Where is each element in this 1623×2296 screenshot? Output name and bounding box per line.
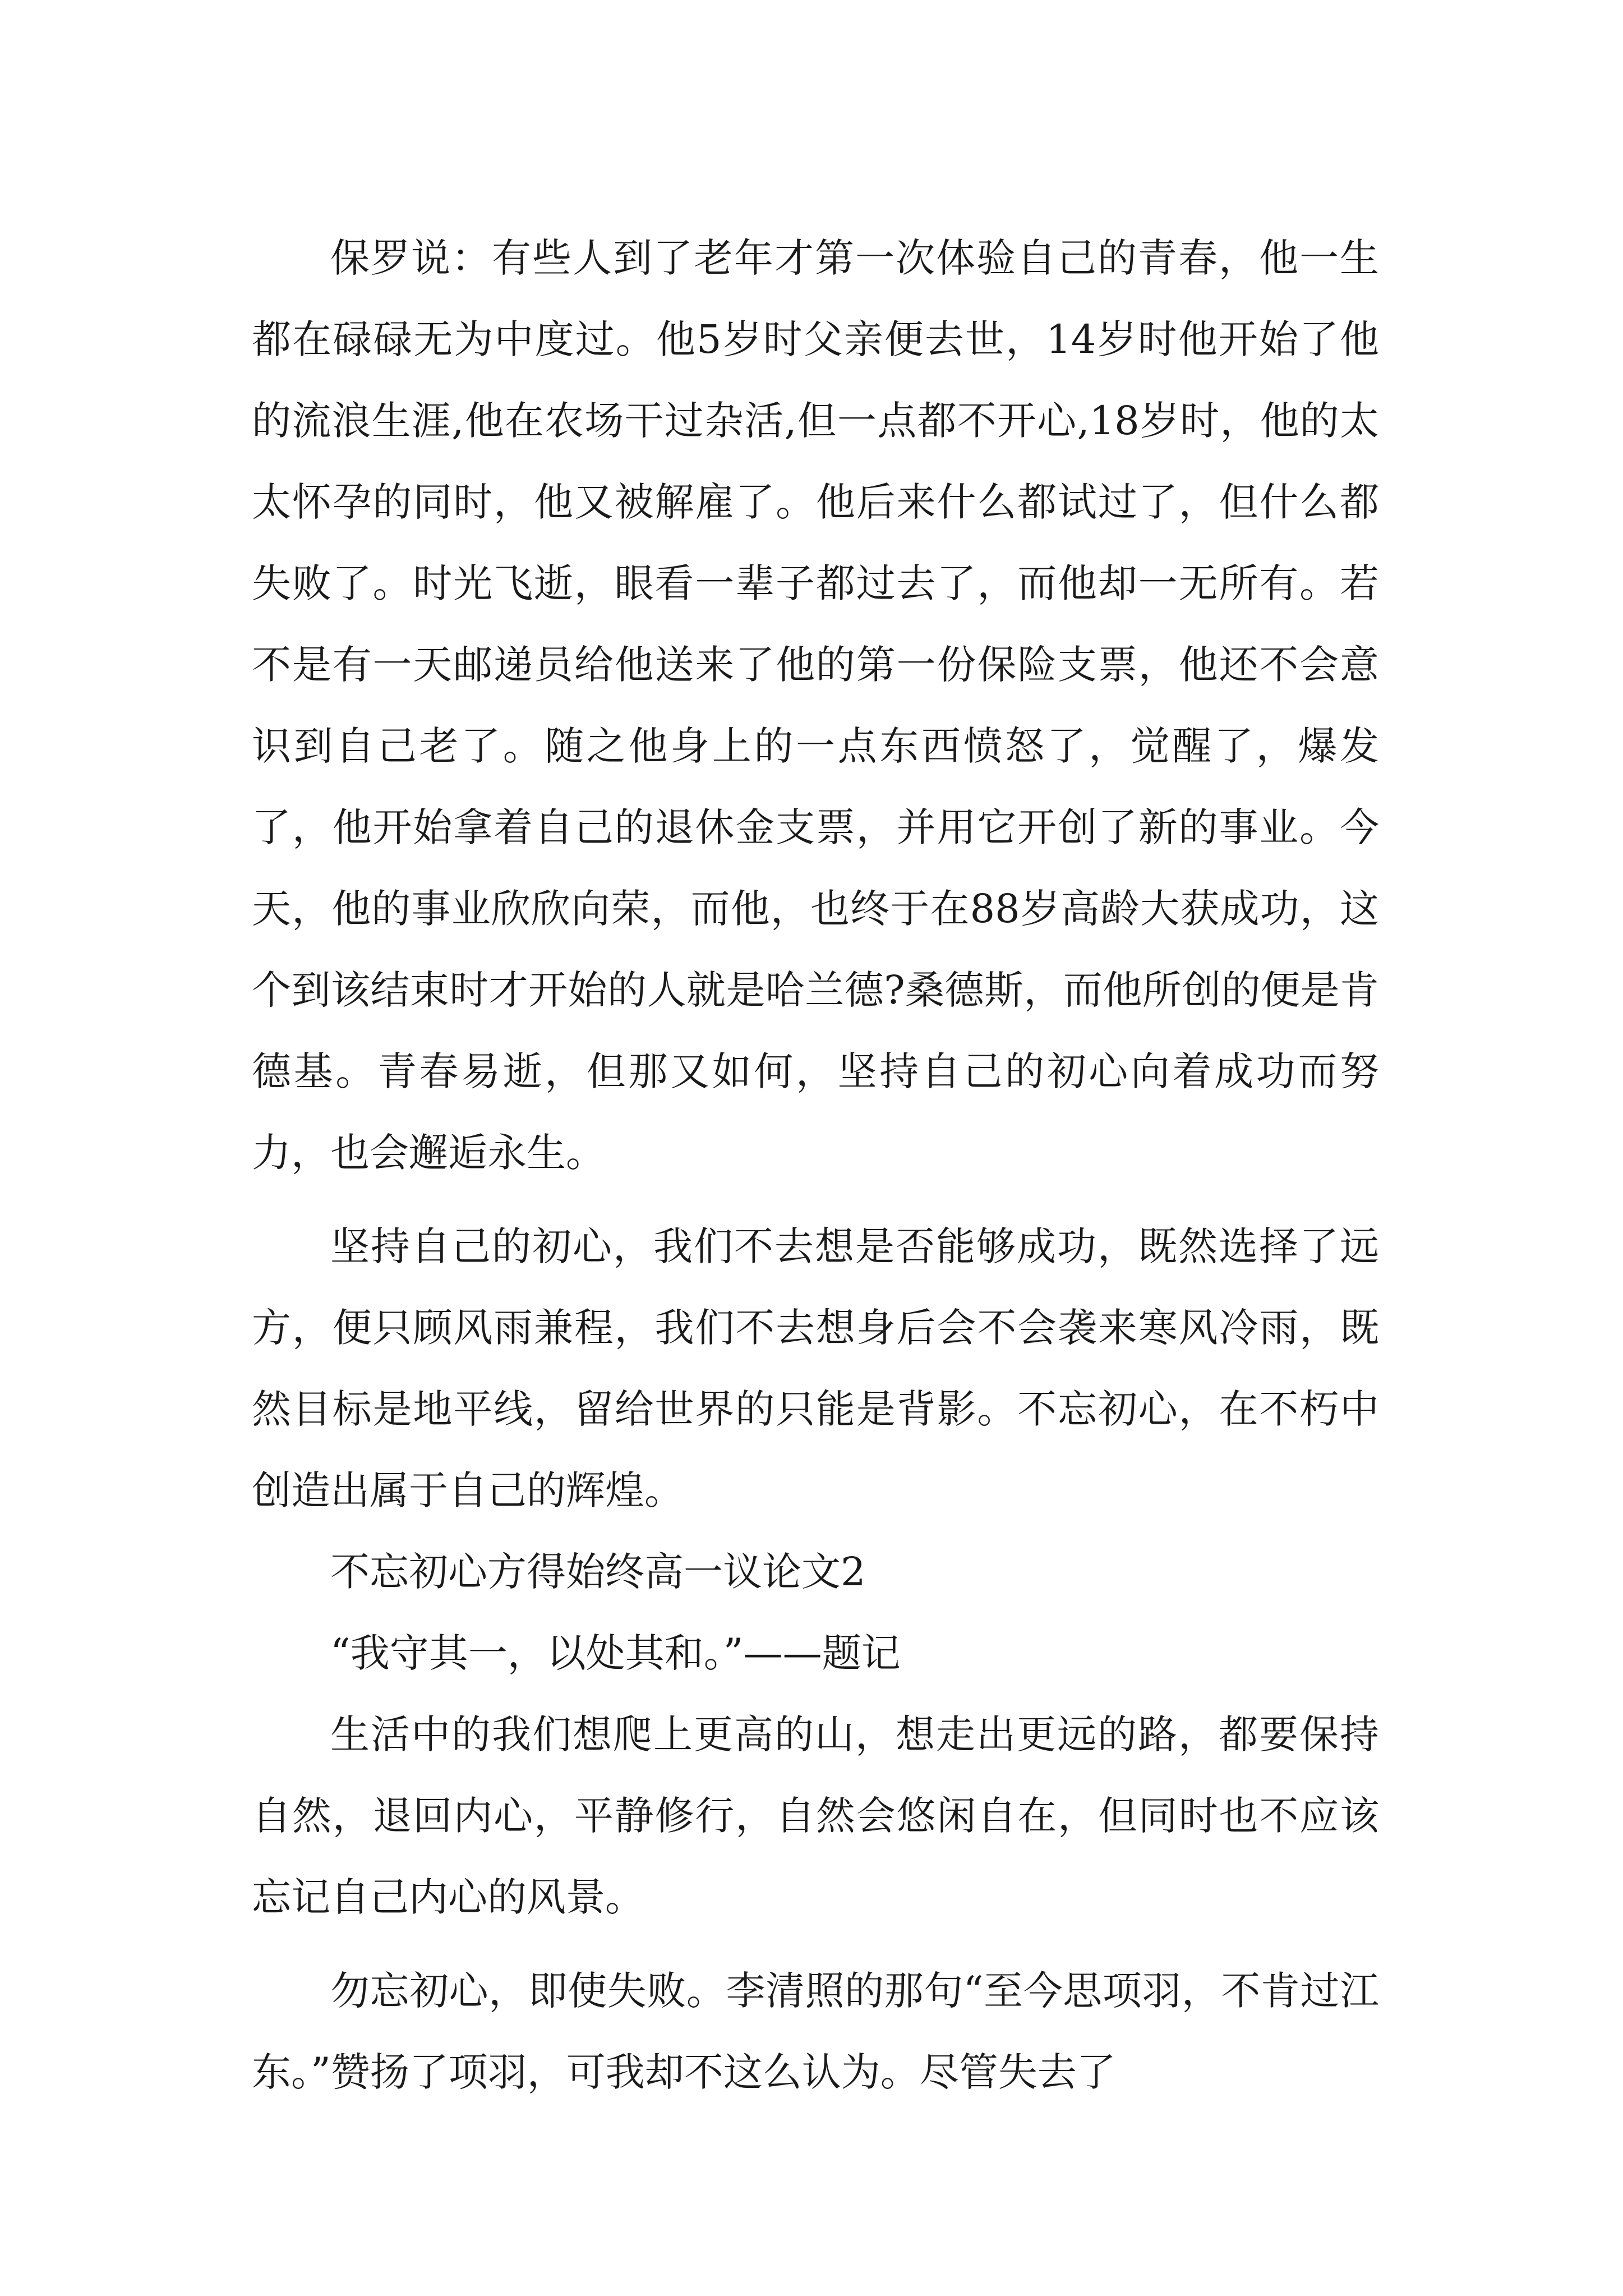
paragraph-inner-scenery: 生活中的我们想爬上更高的山，想走出更远的路，都要保持自然，退回内心，平静修行，自然会悠闲自在，但同时也不应该忘记自己内心的风景。 bbox=[252, 1711, 1379, 1920]
essay-title: 不忘初心方得始终高一议论文2 bbox=[330, 1549, 866, 1595]
paragraph-sanders-story: 保罗说：有些人到了老年才第一次体验自己的青春，他一生都在碌碌无为中度过。他5岁时父亲便去世，14岁时他开始了他的流浪生涯,他在农场干过杂活,但一点都不开心,18岁时，他的太太怀孕的同时，他又被解雇了。他后来什么都试过了，但什么都失败了。时光飞逝，眼看一辈子都过去了，而他却一无所有。若不是有一天邮递员给他送来了他的第一份保险支票，他还不会意识到自己老了。随之他身上的一点东西愤怒了，觉醒了，爆发了，他开始拿着自己的退休金支票，并用它开创了新的事业。今天，他的事业欣欣向荣，而他，也终于在88岁高龄大获成功，这个到该结束时才开始的人就是哈兰德?桑德斯，而他所创的便是肯德基。青春易逝，但那又如何，坚持自己的初心向着成功而努力，也会邂逅永生。 bbox=[252, 235, 1379, 1176]
epigraph: “我守其一，以处其和。”——题记 bbox=[330, 1630, 901, 1676]
document-body bbox=[252, 218, 1379, 2113]
paragraph-never-forget: 勿忘初心，即使失败。李清照的那句“至今思项羽，不肯过江东。”赞扬了项羽，可我却不这么认为。尽管失去了 bbox=[252, 1968, 1379, 2095]
paragraph-persist-original-heart: 坚持自己的初心，我们不去想是否能够成功，既然选择了远方，便只顾风雨兼程，我们不去想身后会不会袭来寒风冷雨，既然目标是地平线，留给世界的只能是背影。不忘初心，在不朽中创造出属于自己的辉煌。 bbox=[252, 1223, 1379, 1513]
